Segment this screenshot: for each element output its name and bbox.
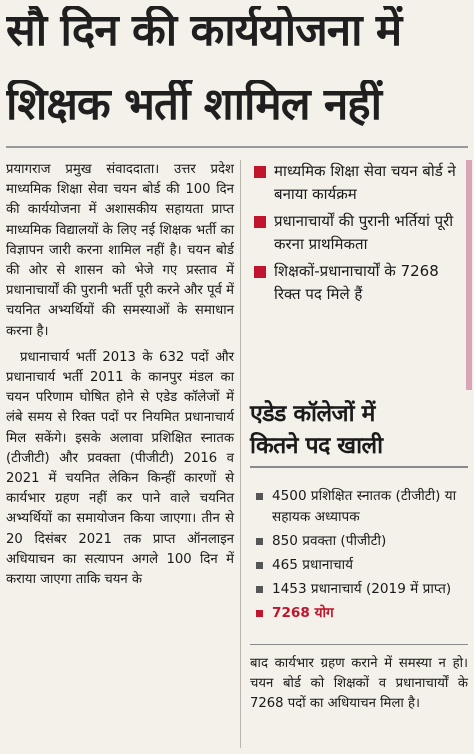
headline-line-2: शिक्षक भर्ती शामिल नहीं bbox=[6, 80, 382, 130]
vacancy-box-bottom-divider bbox=[250, 644, 468, 645]
article-paragraph-1: प्रयागराज प्रमुख संवाददाता। उत्तर प्रदेश माध्यमिक शिक्षा सेवा चयन बोर्ड की 100 दिन की कार्ययोजना में अशासकीय सहायता प्राप्त माध्यमिक विद्यालयों के लिए नई शिक्षक भर्ती का विज्ञापन जारी करना शामिल नहीं है। चयन बोर्ड की ओर से शासन को भेजे गए प्रस्ताव में प्रधानाचार्यों की पुरानी भर्ती पूरी करने और पूर्व में चयनित अभ्यर्थियों की समस्याओं के समाधान करना है। bbox=[6, 162, 234, 339]
square-bullet-icon bbox=[256, 586, 263, 593]
vacancy-item-text: 1453 प्रधानाचार्य (2019 में प्राप्त) bbox=[272, 581, 452, 597]
red-square-bullet-icon bbox=[254, 266, 266, 278]
vacancy-list-item bbox=[250, 531, 468, 552]
red-square-bullet-icon bbox=[256, 610, 263, 617]
vacancy-box-divider bbox=[250, 466, 468, 468]
vacancy-list-item bbox=[250, 579, 468, 600]
red-square-bullet-icon bbox=[254, 216, 266, 228]
vacancy-list bbox=[250, 486, 468, 627]
vacancy-box-title-line-1: एडेड कॉलेजों में bbox=[250, 401, 375, 427]
highlight-text: माध्यमिक शिक्षा सेवा चयन बोर्ड ने बनाया कार्यक्रम bbox=[274, 162, 456, 203]
column-divider bbox=[240, 160, 241, 748]
highlight-item bbox=[250, 210, 460, 256]
red-square-bullet-icon bbox=[254, 166, 266, 178]
square-bullet-icon bbox=[256, 538, 263, 545]
vacancy-total-text: 7268 योग bbox=[272, 605, 334, 621]
headline-line-1: सौ दिन की कार्ययोजना में bbox=[6, 6, 402, 56]
square-bullet-icon bbox=[256, 562, 263, 569]
article-paragraph-2: प्रधानाचार्य भर्ती 2013 के 632 पदों और प्रधानाचार्य भर्ती 2011 के कानपुर मंडल का चयन परिणाम घोषित होने से एडेड कॉलेजों में लंबे समय से रिक्त पदों पर नियमित प्रधानाचार्य मिल सकेंगे। इसके अलावा प्रशिक्षित स्नातक (टीजीटी) और प्रवक्ता (पीजीटी) 2016 व 2021 में चयनित लेकिन किन्हीं कारणों से कार्यभार ग्रहण नहीं कर पाने वाले चयनित अभ्यर्थियों का समायोजन किया जाएगा। तीन से 20 दिसंबर 2021 तक प्राप्त ऑनलाइन अधियाचन का सत्यापन अगले 100 दिन में कराया जाएगा ताकि चयन के bbox=[6, 349, 234, 588]
highlights-box bbox=[250, 160, 472, 390]
highlight-item bbox=[250, 160, 460, 206]
vacancy-box-title bbox=[250, 398, 468, 462]
vacancy-total-item bbox=[250, 603, 468, 624]
headline-divider bbox=[6, 146, 468, 148]
square-bullet-icon bbox=[256, 493, 263, 500]
highlight-text: शिक्षकों-प्रधानाचार्यों के 7268 रिक्त पद मिले हैं bbox=[274, 262, 439, 303]
vacancy-list-item bbox=[250, 555, 468, 576]
article-continuation bbox=[250, 654, 468, 715]
vacancy-item-text: 850 प्रवक्ता (पीजीटी) bbox=[272, 533, 387, 549]
highlight-item bbox=[250, 260, 460, 306]
highlight-text: प्रधानाचार्यों की पुरानी भर्तियां पूरी करना प्राथमिकता bbox=[274, 212, 454, 253]
article-left-column bbox=[6, 160, 234, 590]
vacancy-box-title-line-2: कितने पद खाली bbox=[250, 433, 383, 459]
vacancy-list-item bbox=[250, 486, 468, 528]
vacancy-item-text: 4500 प्रशिक्षित स्नातक (टीजीटी) या सहायक अध्यापक bbox=[272, 488, 457, 525]
article-continuation-text: बाद कार्यभार ग्रहण कराने में समस्या न हो। चयन बोर्ड को शिक्षकों व प्रधानाचार्यों के 7268 पदों का अधियाचन मिला है। bbox=[250, 656, 468, 712]
vacancy-item-text: 465 प्रधानाचार्य bbox=[272, 557, 353, 573]
